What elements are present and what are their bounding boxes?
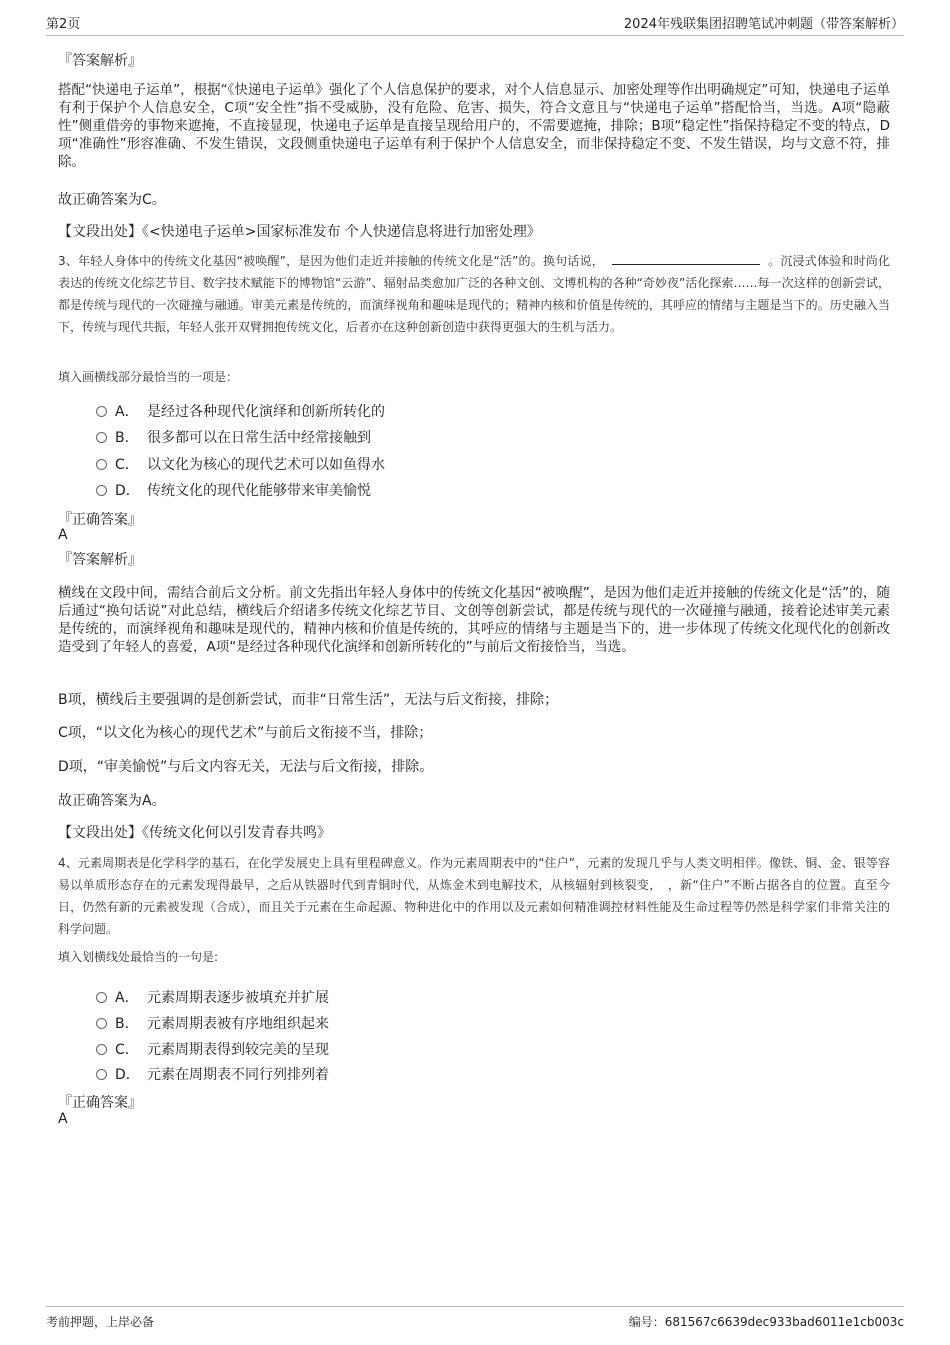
q3-stem-rest: 和时尚化表达的传统文化综艺节目、数字技术赋能下的博物馆“云游”、辐射品类愈加广泛的各种文创、文博机构的各种“奇妙夜”活化探索……每一次这样的创新尝试，都是传统与现代的一次碰撞与融通。审美元素是传统的，而演绎视角和趣味是现代的；精神内核和价值是传统的，其呼应的情绪与主题是当下的。历史融入当下，传统与现代共振，年轻人张开双臂拥抱传统文化，后者亦在这种创新创造中获得更强大的生机与活力。 bbox=[58, 254, 890, 334]
q4-option-b[interactable]: B． 元素周期表被有序地组织起来 bbox=[96, 1013, 329, 1033]
radio-icon[interactable] bbox=[96, 432, 107, 443]
page-header bbox=[46, 13, 904, 36]
radio-icon[interactable] bbox=[96, 459, 107, 470]
radio-icon[interactable] bbox=[96, 992, 107, 1003]
page-footer bbox=[46, 1306, 904, 1337]
q3-option-a[interactable]: A． 是经过各种现代化演绎和创新所转化的 bbox=[96, 401, 385, 421]
q3-analysis-label: 『答案解析』 bbox=[58, 552, 142, 568]
q2-analysis-text: 搭配“快递电子运单”，根据“《快递电子运单》强化了个人信息保护的要求，对个人信息显示、加密处理等作出明确规定”可知，快递电子运单有利于保护个人信息安全，C项“安全性”指不受威胁，没有危险、危害、损失，符合文意且与“快递电子运单”搭配恰当，当选。A项“隐蔽性”侧重借旁的事物来遮掩，不直接显现，快递电子运单是直接呈现给用户的，不需要遮掩，排除；B项“稳定性”指保持稳定不变的特点，D项“准确性”形容准确、不发生错误，文段侧重快递电子运单有利于保护个人信息安全，而非保持稳定不变、不发生错误，均与文意不符，排除。 bbox=[58, 82, 890, 170]
q4-stem: 4、元素周期表是化学科学的基石，在化学发展史上具有里程碑意义。作为元素周期表中的“住户”，元素的发现几乎与人类文明相伴。像铁、铜、金、银等容易以单质形态存在的元素发现得最早，之后从铁器时代到青铜时代，从炼金术到电解技术，从核辐射到核裂变， ，新“住户”不断占据各自的位置。直至今日，仍然有新的元素被发现（合成），而且关于元素在生命起源、物种进化中的作用以及元素如何精准调控材料性能及生命过程等仍然是科学家们非常关注的科学问题。 bbox=[58, 856, 890, 936]
radio-icon[interactable] bbox=[96, 406, 107, 417]
q2-conclusion: 故正确答案为C。 bbox=[58, 192, 166, 208]
radio-icon[interactable] bbox=[96, 1018, 107, 1029]
q3-source: 【文段出处】《传统文化何以引发青春共鸣》 bbox=[58, 825, 331, 841]
document-title: 2024年残联集团招聘笔试冲刺题（带答案解析） bbox=[623, 17, 904, 32]
q3-option-c[interactable]: C． 以文化为核心的现代艺术可以如鱼得水 bbox=[96, 454, 385, 474]
q3-prompt: 填入画横线部分最恰当的一项是： bbox=[58, 370, 239, 384]
q4-answer: A bbox=[58, 1111, 68, 1127]
q3-analysis-c: C项，“以文化为核心的现代艺术”与前后文衔接不当，排除； bbox=[58, 725, 433, 741]
radio-icon[interactable] bbox=[96, 485, 107, 496]
page-number: 第2页 bbox=[46, 17, 81, 32]
q3-blank-line bbox=[612, 252, 760, 265]
q3-option-d[interactable]: D． 传统文化的现代化能够带来审美愉悦 bbox=[96, 480, 371, 500]
q4-option-c[interactable]: C． 元素周期表得到较完美的呈现 bbox=[96, 1039, 329, 1059]
q3-analysis-text: 横线在文段中间，需结合前后文分析。前文先指出年轻人身体中的传统文化基因“被唤醒”，是因为他们走近并接触的传统文化是“活”的，随后通过“换句话说”对此总结，横线后介绍诸多传统文化综艺节目、文创等创新尝试，都是传统与现代的一次碰撞与融通，接着论述审美元素是传统的，而演绎视角和趣味是现代的，精神内核和价值是传统的，其呼应的情绪与主题是当下的，进一步体现了传统文化现代化的创新改造受到了年轻人的喜爱，A项“是经过各种现代化演绎和创新所转化的”与前后文衔接恰当，当选。 bbox=[58, 585, 890, 655]
q3-stem-before: 3、年轻人身体中的传统文化基因“被唤醒”，是因为他们走近并接触的传统文化是“活”的。换句话说， bbox=[58, 254, 604, 268]
q3-analysis-d: D项，“审美愉悦”与后文内容无关，无法与后文衔接，排除。 bbox=[58, 759, 434, 775]
q2-source: 【文段出处】《<快递电子运单>国家标准发布 个人快递信息将进行加密处理》 bbox=[58, 224, 541, 240]
q4-option-a[interactable]: A． 元素周期表逐步被填充并扩展 bbox=[96, 987, 329, 1007]
q3-stem bbox=[58, 250, 890, 338]
q4-option-d[interactable]: D． 元素在周期表不同行列排列着 bbox=[96, 1064, 329, 1084]
q3-conclusion: 故正确答案为A。 bbox=[58, 793, 166, 809]
footer-slogan: 考前押题，上岸必备 bbox=[46, 1315, 155, 1329]
q3-stem-after: 。沉浸式体验 bbox=[767, 254, 842, 268]
q2-analysis-label: 『答案解析』 bbox=[58, 53, 142, 69]
q4-answer-label: 『正确答案』 bbox=[58, 1095, 142, 1111]
q3-analysis-b: B项，横线后主要强调的是创新尝试，而非“日常生活”，无法与后文衔接，排除； bbox=[58, 692, 559, 708]
radio-icon[interactable] bbox=[96, 1044, 107, 1055]
q4-prompt: 填入划横线处最恰当的一句是: bbox=[58, 950, 219, 964]
q3-option-b[interactable]: B． 很多都可以在日常生活中经常接触到 bbox=[96, 427, 371, 447]
q3-answer: A bbox=[58, 527, 68, 543]
radio-icon[interactable] bbox=[96, 1069, 107, 1080]
q3-answer-label: 『正确答案』 bbox=[58, 512, 142, 528]
footer-code: 编号：681567c6639dec933bad6011e1cb003c bbox=[628, 1315, 904, 1329]
